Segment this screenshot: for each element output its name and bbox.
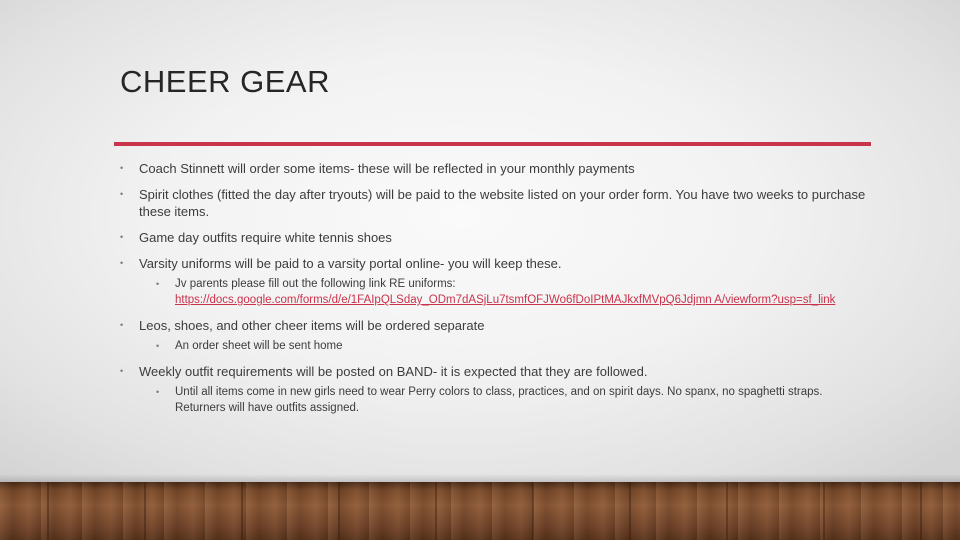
bullet-icon: • [120, 189, 124, 199]
bullet-text: Game day outfits require white tennis shoes [139, 230, 392, 245]
sub-bullet-item [156, 276, 870, 308]
bullet-item [120, 317, 870, 354]
sub-bullet-icon: • [156, 387, 160, 397]
uniform-form-link[interactable]: https://docs.google.com/forms/d/e/1FAIpQLSday_ODm7dASjLu7tsmfOFJWo6fDoIPtMAJkxfMVpQ6Jdjmn A/viewform?usp=sf_link [175, 294, 836, 306]
sub-bullet-item [156, 384, 870, 416]
bullet-icon: • [120, 163, 124, 173]
bullet-text: Spirit clothes (fitted the day after tryouts) will be paid to the website listed on your order form. You have two weeks to purchase these items. [139, 187, 866, 219]
bullet-icon: • [120, 258, 124, 268]
sub-bullet-text: Until all items come in new girls need to wear Perry colors to class, practices, and on spirit days. No spanx, no spaghetti straps. Returners will have outfits assigned. [175, 386, 823, 414]
bullet-item [120, 255, 870, 308]
sub-bullet-list [156, 384, 870, 416]
sub-bullet-text: Jv parents please fill out the following link RE uniforms: [175, 278, 456, 290]
bullet-icon: • [120, 232, 124, 242]
bullet-item [120, 160, 870, 177]
sub-bullet-text: An order sheet will be sent home [175, 340, 343, 352]
sub-bullet-list [156, 338, 870, 354]
bullet-item [120, 229, 870, 246]
bullet-text: Weekly outfit requirements will be posted on BAND- it is expected that they are followed. [139, 364, 648, 379]
bullet-item [120, 363, 870, 416]
slide-title: CHEER GEAR [120, 64, 330, 99]
bullet-text: Varsity uniforms will be paid to a varsity portal online- you will keep these. [139, 256, 562, 271]
bullet-text: Coach Stinnett will order some items- these will be reflected in your monthly payments [139, 161, 635, 176]
slide-body [120, 160, 870, 425]
sub-bullet-icon: • [156, 341, 160, 351]
sub-bullet-icon: • [156, 279, 160, 289]
wood-floor-background [0, 482, 960, 540]
sub-bullet-item [156, 338, 870, 354]
bullet-item [120, 186, 870, 220]
bullet-icon: • [120, 366, 124, 376]
bullet-icon: • [120, 320, 124, 330]
bullet-list [120, 160, 870, 416]
title-accent-rule [114, 142, 871, 146]
bullet-text: Leos, shoes, and other cheer items will be ordered separate [139, 318, 485, 333]
sub-bullet-list [156, 276, 870, 308]
